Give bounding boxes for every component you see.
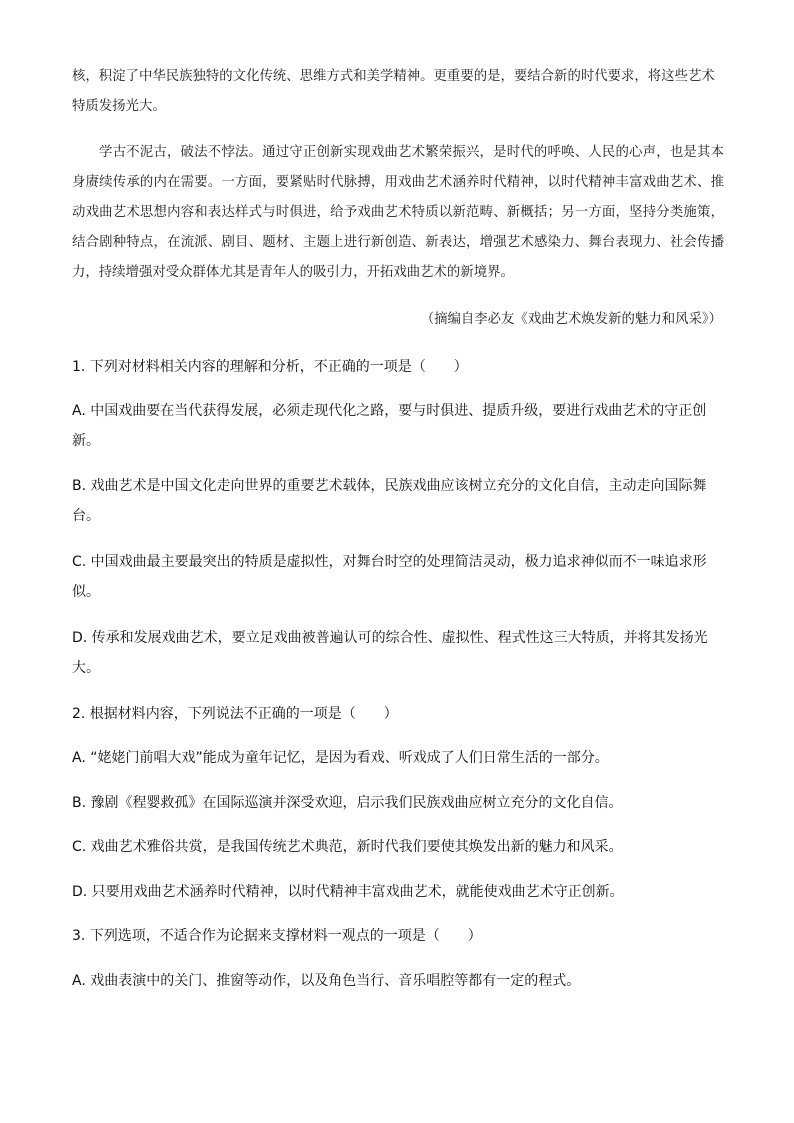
passage-source: （摘编自李必友《戏曲艺术焕发新的魅力和风采》） [420,312,722,327]
passage-paragraph-2: 学古不泥古，破法不悖法。通过守正创新实现戏曲艺术繁荣振兴，是时代的呼唤、人民的心声，也是其本身赓续传承的内在需要。一方面，要紧贴时代脉搏，用戏曲艺术涵养时代精神，以时代精神丰富戏曲艺术、推动戏曲艺术思想内容和表达样式与时俱进，给予戏曲艺术特质以新范畴、新概括；另一方面，坚持分类施策，结合剧种特点，在流派、剧目、题材、主题上进行新创造、新表达，增强艺术感染力、舞台表现力、社会传播力，持续增强对受众群体尤其是青年人的吸引力，开拓戏曲艺术的新境界。 [72,145,724,280]
question-1-option-b: B. 戏曲艺术是中国文化走向世界的重要艺术载体，民族戏曲应该树立充分的文化自信，主动走向国际舞台。 [72,478,707,524]
question-2-stem: 2. 根据材料内容，下列说法不正确的一项是（ ） [72,706,398,722]
question-3-stem: 3. 下列选项，不适合作为论据来支撑材料一观点的一项是（ ） [72,928,482,944]
question-1-option-a: A. 中国戏曲要在当代获得发展，必须走现代化之路，要与时俱进、提质升级，要进行戏曲艺术的守正创新。 [72,403,707,449]
question-1-stem: 1. 下列对材料相关内容的理解和分析，不正确的一项是（ ） [72,359,468,375]
question-1-option-d: D. 传承和发展戏曲艺术，要立足戏曲被普遍认可的综合性、虚拟性、程式性这三大特质，并将其发扬光大。 [72,630,708,676]
passage-paragraph-1: 核，积淀了中华民族独特的文化传统、思维方式和美学精神。更重要的是，要结合新的时代要求，将这些艺术特质发扬光大。 [72,69,715,114]
question-2-option-b: B. 豫剧《程婴救孤》在国际巡演并深受欢迎，启示我们民族戏曲应树立充分的文化自信。 [72,795,623,811]
question-2-option-c: C. 戏曲艺术雅俗共赏，是我国传统艺术典范，新时代我们要使其焕发出新的魅力和风采。 [72,839,623,855]
question-3-option-a: A. 戏曲表演中的关门、推窗等动作，以及角色当行、音乐唱腔等都有一定的程式。 [72,973,581,989]
question-1-option-c: C. 中国戏曲最主要最突出的特质是虚拟性，对舞台时空的处理简洁灵动，极力追求神似而不一味追求形似。 [72,554,707,600]
question-2-option-a: A. “姥姥门前唱大戏”能成为童年记忆，是因为看戏、听戏成了人们日常生活的一部分。 [72,750,609,766]
question-2-option-d: D. 只要用戏曲艺术涵养时代精神，以时代精神丰富戏曲艺术，就能使戏曲艺术守正创新。 [72,884,624,900]
